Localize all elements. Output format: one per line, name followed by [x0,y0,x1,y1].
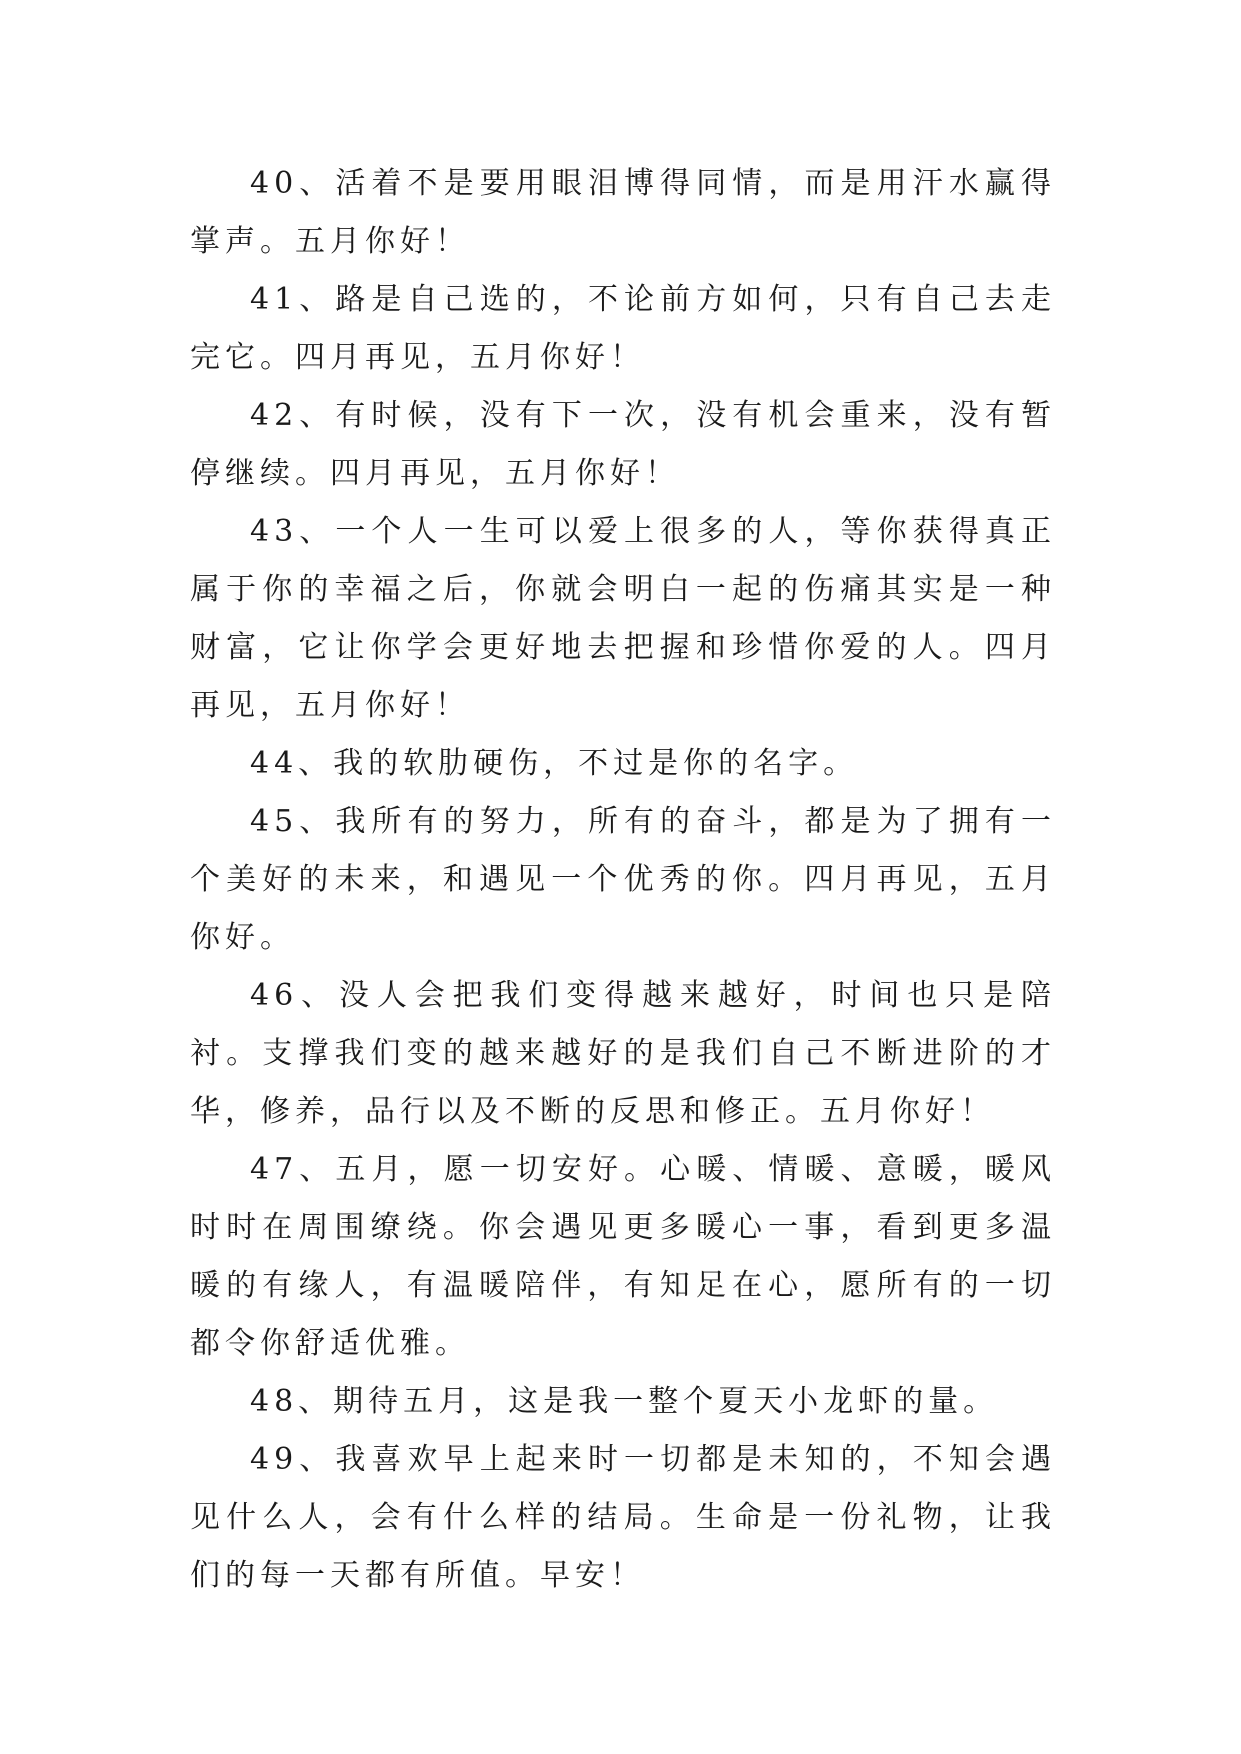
paragraph-41: 41、路是自己选的，不论前方如何，只有自己去走完它。四月再见，五月你好！ [190,282,1056,375]
paragraph-49: 49、我喜欢早上起来时一切都是未知的，不知会遇见什么人，会有什么样的结局。生命是一份礼物，让我们的每一天都有所值。早安！ [190,1442,1056,1593]
paragraph-46: 46、没人会把我们变得越来越好，时间也只是陪衬。支撑我们变的越来越好的是我们自己不断进阶的才华，修养，品行以及不断的反思和修正。五月你好！ [190,978,1056,1129]
paragraph-43: 43、一个人一生可以爱上很多的人，等你获得真正属于你的幸福之后，你就会明白一起的伤痛其实是一种财富，它让你学会更好地去把握和珍惜你爱的人。四月再见，五月你好！ [190,514,1056,723]
paragraph-45: 45、我所有的努力，所有的奋斗，都是为了拥有一个美好的未来，和遇见一个优秀的你。四月再见，五月你好。 [190,804,1056,955]
paragraph-40: 40、活着不是要用眼泪博得同情，而是用汗水赢得掌声。五月你好！ [190,166,1056,259]
document-body [190,155,1056,1605]
paragraph-42: 42、有时候，没有下一次，没有机会重来，没有暂停继续。四月再见，五月你好！ [190,398,1056,491]
paragraph-47: 47、五月，愿一切安好。心暖、情暖、意暖，暖风时时在周围缭绕。你会遇见更多暖心一事，看到更多温暖的有缘人，有温暖陪伴，有知足在心，愿所有的一切都令你舒适优雅。 [190,1152,1056,1361]
paragraph-44: 44、我的软肋硬伤，不过是你的名字。 [250,746,859,781]
paragraph-48: 48、期待五月，这是我一整个夏天小龙虾的量。 [250,1384,999,1419]
